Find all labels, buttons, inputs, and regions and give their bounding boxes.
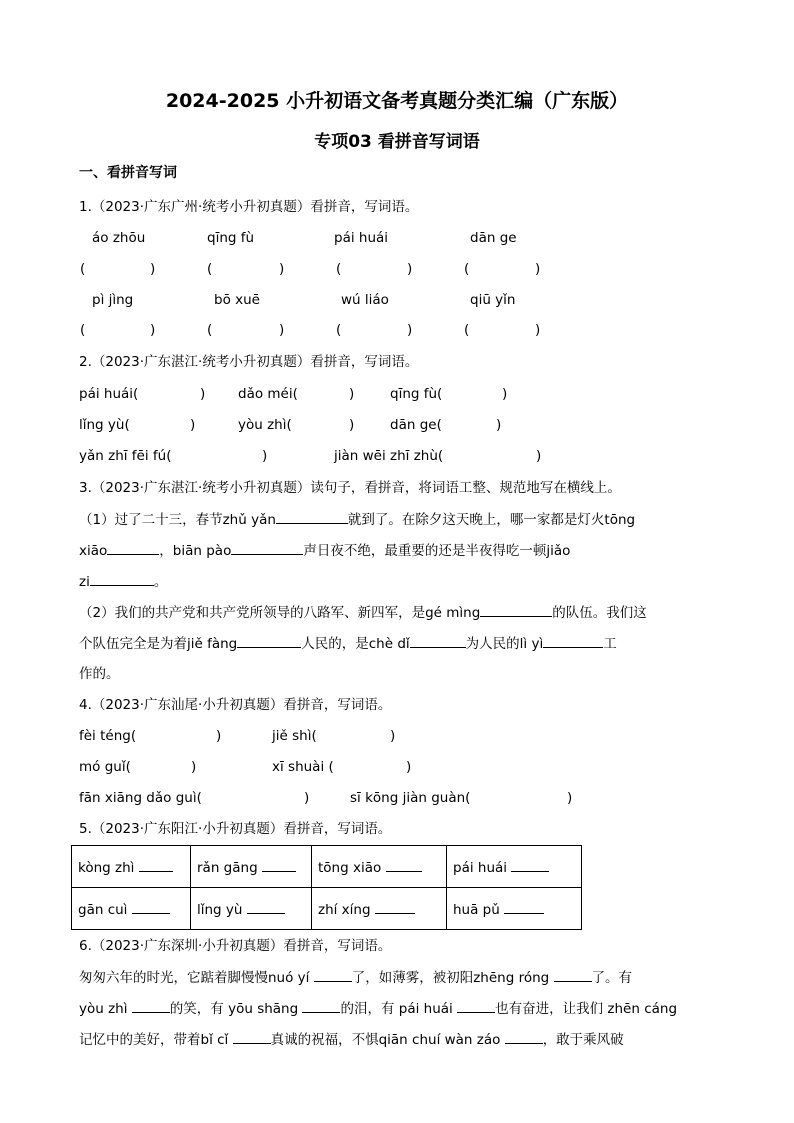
q2-item-1: pái huái( (79, 386, 139, 402)
q3-answer-jiefang[interactable] (237, 634, 301, 648)
q1-pinyin-6: bō xuē (214, 292, 260, 308)
q1-answer-open-2[interactable]: ( (207, 261, 213, 277)
q5-answer-7[interactable] (375, 900, 415, 914)
q3-line-2: xiāo ，biān pào 声日夜不绝，最重要的还是半夜得吃一顿jiǎo (79, 543, 571, 559)
q2-heading: 2.（2023·广东湛江·统考小升初真题）看拼音，写词语。 (79, 354, 419, 370)
q5-cell: rǎn gāng (191, 846, 312, 888)
q6-heading: 6.（2023·广东深圳·小升初真题）看拼音，写词语。 (79, 938, 392, 954)
q1-pinyin-8: qiū yǐn (470, 292, 516, 308)
q1-pinyin-3: pái huái (334, 230, 389, 246)
q2-close-6: ) (496, 417, 502, 433)
q6-answer-qianchuiwanzao[interactable] (505, 1030, 543, 1044)
q5-answer-3[interactable] (386, 858, 422, 872)
q5-cell: gān cuì (72, 888, 191, 930)
q4-item-6: sī kōng jiàn guàn( (350, 790, 471, 806)
q1-answer-open-5[interactable]: ( (80, 322, 86, 338)
q1-answer-close-1: ) (150, 261, 156, 277)
q3-answer-geming[interactable] (480, 603, 552, 617)
q3-line-3: zi 。 (79, 574, 168, 590)
q1-answer-close-7: ) (407, 322, 413, 338)
q3-answer-jiaozi[interactable] (90, 572, 154, 586)
q5-heading: 5.（2023·广东阳江·小升初真题）看拼音，写词语。 (79, 821, 392, 837)
q3-line-5: 个队伍完全是为着jiě fàng 人民的，是chè dǐ 为人民的lì yì 工 (79, 636, 617, 652)
q5-answer-1[interactable] (139, 858, 173, 872)
q2-item-5: yòu zhì( (238, 417, 292, 433)
q1-heading: 1.（2023·广东广州·统考小升初真题）看拼音，写词语。 (79, 199, 419, 215)
q2-close-8: ) (536, 448, 542, 464)
q1-answer-close-4: ) (535, 261, 541, 277)
q6-line-3: 记忆中的美好，带着bǐ cǐ 真诚的祝福，不惧qiān chuí wàn záo ，敢于乘风破 (79, 1032, 624, 1048)
q6-answer-zhengrong[interactable] (554, 968, 592, 982)
q6-answer-nuoyi[interactable] (314, 968, 352, 982)
q5-cell: pái huái (447, 846, 582, 888)
q6-answer-youzhi[interactable] (132, 999, 170, 1013)
q5-answer-5[interactable] (132, 900, 170, 914)
q1-answer-open-6[interactable]: ( (207, 322, 213, 338)
q1-answer-open-4[interactable]: ( (464, 261, 470, 277)
q5-answer-8[interactable] (504, 900, 544, 914)
q2-close-1: ) (200, 386, 206, 402)
q1-answer-close-2: ) (279, 261, 285, 277)
q3-answer-tongxiao[interactable] (107, 541, 159, 555)
q1-answer-close-6: ) (279, 322, 285, 338)
q3-answer-bianpao[interactable] (231, 541, 303, 555)
q5-cell: huā pǔ (447, 888, 582, 930)
q4-close-5: ) (304, 790, 310, 806)
q5-answer-2[interactable] (262, 858, 296, 872)
q5-cell: zhí xíng (312, 888, 447, 930)
q6-line-2: yòu zhì 的笑，有 yōu shāng 的泪，有 pái huái 也有奋进，让我们 zhēn cáng (79, 1001, 678, 1017)
q3-answer-zhuyan[interactable] (276, 510, 348, 524)
q5-cell: lǐng yù (191, 888, 312, 930)
q1-answer-open-8[interactable]: ( (464, 322, 470, 338)
section-heading: 一、看拼音写词 (79, 165, 177, 181)
q3-answer-chedi[interactable] (410, 634, 466, 648)
q4-heading: 4.（2023·广东汕尾·小升初真题）看拼音，写词语。 (79, 697, 392, 713)
q2-item-3: qīng fù( (390, 386, 443, 402)
q1-answer-open-1[interactable]: ( (80, 261, 86, 277)
q2-item-4: lǐng yù( (79, 417, 130, 433)
q1-answer-close-5: ) (150, 322, 156, 338)
q2-item-7: yǎn zhī fēi fú( (79, 448, 172, 464)
q1-answer-close-3: ) (407, 261, 413, 277)
q3-answer-liyi[interactable] (543, 634, 603, 648)
q2-item-6: dān ge( (390, 417, 442, 433)
q4-item-5: fān xiāng dǎo guì( (79, 790, 202, 806)
q1-pinyin-4: dān ge (470, 230, 517, 246)
q3-heading: 3.（2023·广东湛江·统考小升初真题）读句子，看拼音，将词语工整、规范地写在横线上。 (79, 480, 621, 496)
q3-line-6: 作的。 (79, 666, 120, 682)
q4-item-4: xī shuài ( (272, 759, 334, 775)
q1-pinyin-5: pì jìng (92, 292, 134, 308)
q2-close-4: ) (190, 417, 196, 433)
q2-item-8: jiàn wēi zhī zhù( (334, 448, 444, 464)
q3-line-1: （1）过了二十三，春节zhǔ yǎn 就到了。在除夕这天晚上，哪一家都是灯火tōng (79, 512, 636, 528)
q1-pinyin-1: áo zhōu (92, 230, 146, 246)
q3-line-4: （2）我们的共产党和共产党所领导的八路军、新四军，是gé mìng 的队伍。我们这 (79, 605, 647, 621)
q4-close-1: ) (216, 728, 222, 744)
q4-item-3: mó guǐ( (79, 759, 131, 775)
page-subtitle: 专项03 看拼音写词语 (314, 132, 480, 152)
q4-close-2: ) (390, 728, 396, 744)
q1-answer-open-7[interactable]: ( (336, 322, 342, 338)
q2-close-7: ) (262, 448, 268, 464)
q5-cell: kòng zhì (72, 846, 191, 888)
q2-item-2: dǎo méi( (238, 386, 298, 402)
q5-answer-4[interactable] (511, 858, 549, 872)
q5-cell: tōng xiāo (312, 846, 447, 888)
q5-table (71, 845, 582, 930)
q6-answer-bici[interactable] (233, 1030, 271, 1044)
q4-item-2: jiě shì( (272, 728, 317, 744)
q4-close-4: ) (406, 759, 412, 775)
q4-close-6: ) (567, 790, 573, 806)
q1-answer-open-3[interactable]: ( (336, 261, 342, 277)
q1-answer-close-8: ) (535, 322, 541, 338)
q2-close-5: ) (349, 417, 355, 433)
page-title: 2024-2025 小升初语文备考真题分类汇编（广东版） (165, 90, 629, 112)
q1-pinyin-2: qīng fù (207, 230, 255, 246)
q5-answer-6[interactable] (247, 900, 285, 914)
q6-answer-paihuai[interactable] (457, 999, 495, 1013)
q4-close-3: ) (191, 759, 197, 775)
q2-close-3: ) (502, 386, 508, 402)
q6-line-1: 匆匆六年的时光，它踮着脚慢慢nuó yí 了，如薄雾，被初阳zhēng róng 了。有 (79, 970, 633, 986)
q1-pinyin-7: wú liáo (341, 292, 389, 308)
q2-close-2: ) (349, 386, 355, 402)
q6-answer-youshang[interactable] (302, 999, 340, 1013)
q4-item-1: fèi téng( (79, 728, 137, 744)
